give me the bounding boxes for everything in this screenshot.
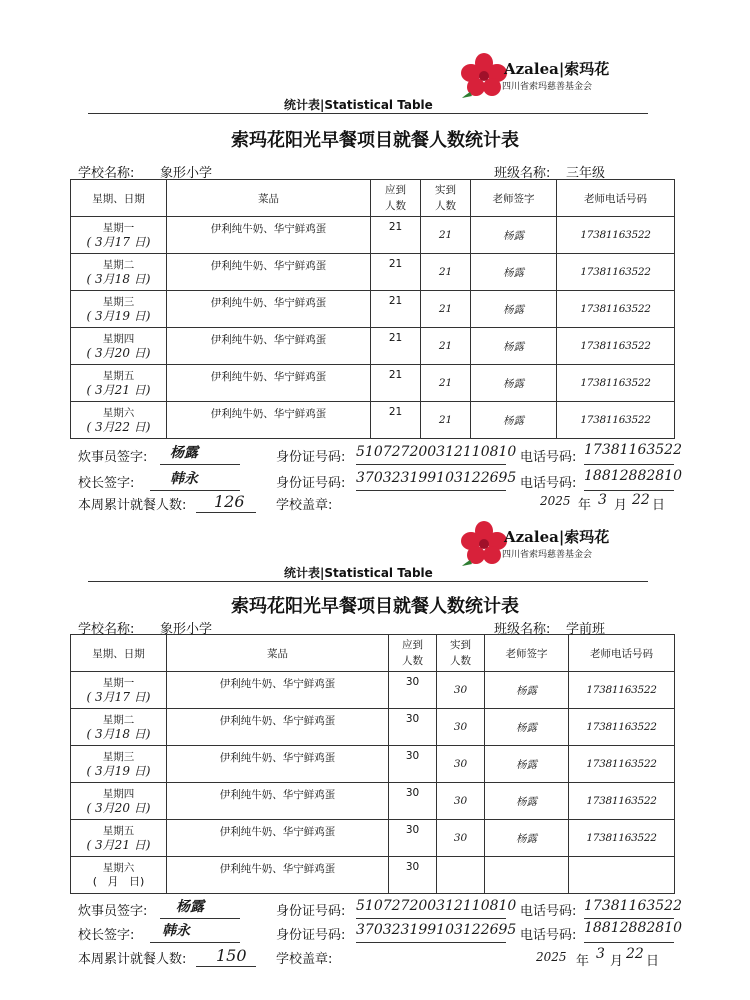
weekday: 星期四 (102, 333, 135, 345)
col-header-teacher: 老师签字 (485, 635, 569, 672)
table-row (71, 672, 675, 709)
day-cell (71, 820, 167, 857)
principal-id: 370323199103122695 (356, 470, 517, 486)
teacher-phone (569, 857, 675, 894)
cook-id: 510727200312110810 (356, 898, 517, 914)
day-cell (71, 365, 167, 402)
actual-count: 30 (437, 672, 485, 709)
table-row (71, 365, 675, 402)
weekday: 星期三 (102, 296, 135, 308)
form-2 (0, 468, 750, 969)
food-cell: 伊利纯牛奶、华宁鲜鸡蛋 (167, 402, 371, 439)
table-row (71, 254, 675, 291)
actual-count: 30 (437, 820, 485, 857)
date: ( 3月20 日) (86, 801, 151, 815)
day-label: 日 (652, 498, 666, 513)
expected-count: 21 (371, 217, 421, 254)
col-header-actual: 实到 人数 (421, 180, 471, 217)
day-label: 日 (646, 954, 660, 969)
day-cell (71, 709, 167, 746)
cook-tel: 17381163522 (584, 898, 682, 914)
cook-id-label: 身份证号码: (276, 450, 346, 465)
cook-id-line (356, 918, 506, 919)
date-year: 2025 (540, 494, 571, 508)
form-title: 索玛花阳光早餐项目就餐人数统计表 (231, 596, 519, 617)
cook-signature-line (160, 918, 240, 919)
principal-id: 370323199103122695 (356, 922, 517, 938)
principal-signature: 韩永 (170, 471, 198, 487)
teacher-signature: 杨露 (471, 328, 557, 365)
table-row (71, 217, 675, 254)
principal-signature-label: 校长签字: (78, 928, 135, 943)
weekly-total: 126 (214, 492, 245, 511)
cook-signature: 杨露 (170, 445, 198, 461)
teacher-signature (485, 857, 569, 894)
table-row (71, 709, 675, 746)
weekday: 星期三 (102, 751, 135, 763)
weekday: 星期一 (102, 677, 135, 689)
teacher-signature: 杨露 (485, 820, 569, 857)
expected-count: 21 (371, 291, 421, 328)
azalea-flower-icon (460, 520, 508, 566)
date: ( 3月21 日) (86, 838, 151, 852)
teacher-phone: 17381163522 (557, 365, 675, 402)
table-row (71, 783, 675, 820)
date: ( 3月18 日) (86, 272, 151, 286)
principal-id-label: 身份证号码: (276, 476, 346, 491)
principal-signature-line (150, 942, 240, 943)
expected-count: 30 (389, 672, 437, 709)
actual-count (437, 857, 485, 894)
statistical-table-label: 统计表|Statistical Table (284, 98, 433, 112)
expected-count: 30 (389, 746, 437, 783)
meal-count-table (70, 634, 675, 894)
col-header-day: 星期、日期 (71, 180, 167, 217)
weekly-total-label: 本周累计就餐人数: (78, 498, 187, 513)
actual-count: 21 (421, 254, 471, 291)
table-row (71, 402, 675, 439)
expected-count: 21 (371, 328, 421, 365)
brand-subtitle: 四川省索玛慈善基金会 (502, 550, 593, 560)
date-day: 22 (626, 946, 644, 962)
date: ( 3月17 日) (86, 235, 151, 249)
school-label: 学校名称: (78, 622, 135, 637)
expected-count: 30 (389, 709, 437, 746)
cook-id: 510727200312110810 (356, 444, 517, 460)
food-cell: 伊利纯牛奶、华宁鲜鸡蛋 (167, 783, 389, 820)
col-header-teacher: 老师签字 (471, 180, 557, 217)
table-row (71, 820, 675, 857)
principal-signature: 韩永 (162, 923, 190, 939)
weekday: 星期二 (102, 259, 135, 271)
food-cell: 伊利纯牛奶、华宁鲜鸡蛋 (167, 254, 371, 291)
cook-id-line (356, 464, 506, 465)
principal-id-label: 身份证号码: (276, 928, 346, 943)
year-label: 年 (576, 954, 590, 969)
teacher-phone: 17381163522 (569, 672, 675, 709)
teacher-phone: 17381163522 (569, 820, 675, 857)
principal-tel-label: 电话号码: (520, 476, 577, 491)
principal-tel-line (584, 942, 674, 943)
actual-count: 21 (421, 291, 471, 328)
brand-name: Azalea|索玛花 (504, 60, 610, 78)
day-cell (71, 746, 167, 783)
teacher-phone: 17381163522 (569, 709, 675, 746)
teacher-phone: 17381163522 (557, 402, 675, 439)
principal-tel: 18812882810 (584, 920, 682, 936)
statistical-table-label: 统计表|Statistical Table (284, 566, 433, 580)
table-header-row (71, 635, 675, 672)
food-cell: 伊利纯牛奶、华宁鲜鸡蛋 (167, 217, 371, 254)
weekday: 星期五 (102, 825, 135, 837)
cook-signature-line (160, 464, 240, 465)
actual-count: 21 (421, 365, 471, 402)
class-name: 学前班 (566, 622, 606, 637)
actual-count: 30 (437, 746, 485, 783)
teacher-signature: 杨露 (471, 217, 557, 254)
col-header-phone: 老师电话号码 (557, 180, 675, 217)
food-cell: 伊利纯牛奶、华宁鲜鸡蛋 (167, 291, 371, 328)
table-row (71, 328, 675, 365)
actual-count: 21 (421, 402, 471, 439)
col-header-food: 菜品 (167, 635, 389, 672)
principal-tel: 18812882810 (584, 468, 682, 484)
food-cell: 伊利纯牛奶、华宁鲜鸡蛋 (167, 857, 389, 894)
food-cell: 伊利纯牛奶、华宁鲜鸡蛋 (167, 820, 389, 857)
meal-count-table (70, 179, 675, 439)
expected-count: 30 (389, 820, 437, 857)
date: ( 月 日) (92, 875, 145, 888)
school-name: 象形小学 (160, 622, 213, 637)
teacher-signature: 杨露 (485, 672, 569, 709)
date: ( 3月21 日) (86, 383, 151, 397)
weekday: 星期五 (102, 370, 135, 382)
expected-count: 30 (389, 857, 437, 894)
expected-count: 21 (371, 365, 421, 402)
principal-id-line (356, 942, 506, 943)
actual-count: 30 (437, 783, 485, 820)
teacher-signature: 杨露 (471, 254, 557, 291)
table-row (71, 291, 675, 328)
class-label: 班级名称: (494, 622, 551, 637)
teacher-signature: 杨露 (471, 365, 557, 402)
date: ( 3月17 日) (86, 690, 151, 704)
day-cell (71, 328, 167, 365)
weekday: 星期六 (102, 862, 135, 874)
table-row (71, 857, 675, 894)
teacher-phone: 17381163522 (557, 328, 675, 365)
teacher-phone: 17381163522 (557, 291, 675, 328)
teacher-phone: 17381163522 (557, 254, 675, 291)
teacher-phone: 17381163522 (569, 746, 675, 783)
date-day: 22 (632, 492, 650, 508)
expected-count: 30 (389, 783, 437, 820)
col-header-food: 菜品 (167, 180, 371, 217)
date-year: 2025 (536, 950, 567, 964)
cook-id-label: 身份证号码: (276, 904, 346, 919)
brand-logo (460, 520, 620, 566)
year-label: 年 (578, 498, 592, 513)
month-label: 月 (610, 954, 624, 969)
food-cell: 伊利纯牛奶、华宁鲜鸡蛋 (167, 672, 389, 709)
food-cell: 伊利纯牛奶、华宁鲜鸡蛋 (167, 328, 371, 365)
day-cell (71, 402, 167, 439)
date: ( 3月18 日) (86, 727, 151, 741)
cook-signature-label: 炊事员签字: (78, 450, 148, 465)
principal-signature-label: 校长签字: (78, 476, 135, 491)
cook-tel-label: 电话号码: (520, 450, 577, 465)
food-cell: 伊利纯牛奶、华宁鲜鸡蛋 (167, 709, 389, 746)
school-name: 象形小学 (160, 166, 213, 181)
col-header-phone: 老师电话号码 (569, 635, 675, 672)
date: ( 3月19 日) (86, 764, 151, 778)
actual-count: 21 (421, 328, 471, 365)
class-name: 三年级 (566, 166, 606, 181)
expected-count: 21 (371, 402, 421, 439)
brand-logo (460, 52, 620, 98)
brand-name: Azalea|索玛花 (504, 528, 610, 546)
teacher-signature: 杨露 (485, 746, 569, 783)
food-cell: 伊利纯牛奶、华宁鲜鸡蛋 (167, 365, 371, 402)
form-title: 索玛花阳光早餐项目就餐人数统计表 (231, 130, 519, 151)
cook-signature-label: 炊事员签字: (78, 904, 148, 919)
date: ( 3月22 日) (86, 420, 151, 434)
cook-signature: 杨露 (176, 899, 204, 915)
food-cell: 伊利纯牛奶、华宁鲜鸡蛋 (167, 746, 389, 783)
weekly-total-line (196, 966, 256, 967)
table-row (71, 746, 675, 783)
principal-tel-label: 电话号码: (520, 928, 577, 943)
month-label: 月 (614, 498, 628, 513)
teacher-phone: 17381163522 (569, 783, 675, 820)
cook-tel: 17381163522 (584, 442, 682, 458)
brand-subtitle: 四川省索玛慈善基金会 (502, 82, 593, 92)
school-seal-label: 学校盖章: (276, 952, 333, 967)
class-label: 班级名称: (494, 166, 551, 181)
col-header-day: 星期、日期 (71, 635, 167, 672)
weekly-total: 150 (216, 946, 247, 965)
weekday: 星期一 (102, 222, 135, 234)
day-cell (71, 857, 167, 894)
header-rule (88, 581, 648, 582)
cook-tel-line (584, 918, 674, 919)
day-cell (71, 217, 167, 254)
teacher-phone: 17381163522 (557, 217, 675, 254)
day-cell (71, 783, 167, 820)
day-cell (71, 672, 167, 709)
teacher-signature: 杨露 (485, 709, 569, 746)
date-month: 3 (598, 492, 607, 508)
weekday: 星期二 (102, 714, 135, 726)
expected-count: 21 (371, 254, 421, 291)
col-header-expected: 应到 人数 (371, 180, 421, 217)
school-seal-label: 学校盖章: (276, 498, 333, 513)
date-month: 3 (596, 946, 605, 962)
cook-tel-line (584, 464, 674, 465)
teacher-signature: 杨露 (471, 291, 557, 328)
teacher-signature: 杨露 (471, 402, 557, 439)
teacher-signature: 杨露 (485, 783, 569, 820)
col-header-actual: 实到 人数 (437, 635, 485, 672)
table-header-row (71, 180, 675, 217)
weekday: 星期六 (102, 407, 135, 419)
day-cell (71, 291, 167, 328)
day-cell (71, 254, 167, 291)
cook-tel-label: 电话号码: (520, 904, 577, 919)
weekday: 星期四 (102, 788, 135, 800)
col-header-expected: 应到 人数 (389, 635, 437, 672)
azalea-flower-icon (460, 52, 508, 98)
header-rule (88, 113, 648, 114)
weekly-total-label: 本周累计就餐人数: (78, 952, 187, 967)
date: ( 3月19 日) (86, 309, 151, 323)
date: ( 3月20 日) (86, 346, 151, 360)
actual-count: 30 (437, 709, 485, 746)
actual-count: 21 (421, 217, 471, 254)
school-label: 学校名称: (78, 166, 135, 181)
